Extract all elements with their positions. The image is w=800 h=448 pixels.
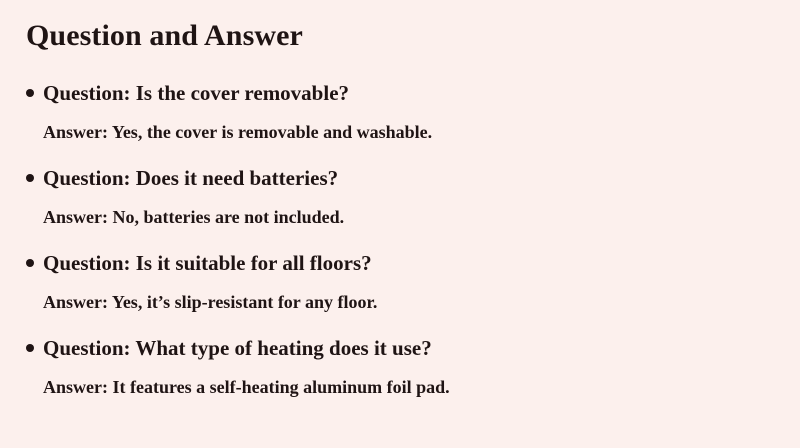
- bullet-icon: [26, 344, 34, 352]
- answer-text: Answer: No, batteries are not included.: [43, 207, 345, 227]
- answer-text: Answer: It features a self-heating aluminum foil pad.: [43, 377, 450, 397]
- question-text: Question: Is it suitable for all floors?: [43, 251, 372, 275]
- question-text: Question: What type of heating does it use?: [43, 336, 432, 360]
- page-title: Question and Answer: [26, 19, 303, 52]
- question-text: Question: Does it need batteries?: [43, 166, 339, 190]
- bullet-icon: [26, 89, 34, 97]
- answer-text: Answer: Yes, the cover is removable and washable.: [43, 122, 433, 142]
- answer-text: Answer: Yes, it’s slip-resistant for any floor.: [43, 292, 378, 312]
- bullet-icon: [26, 259, 34, 267]
- bullet-icon: [26, 174, 34, 182]
- question-text: Question: Is the cover removable?: [43, 81, 350, 105]
